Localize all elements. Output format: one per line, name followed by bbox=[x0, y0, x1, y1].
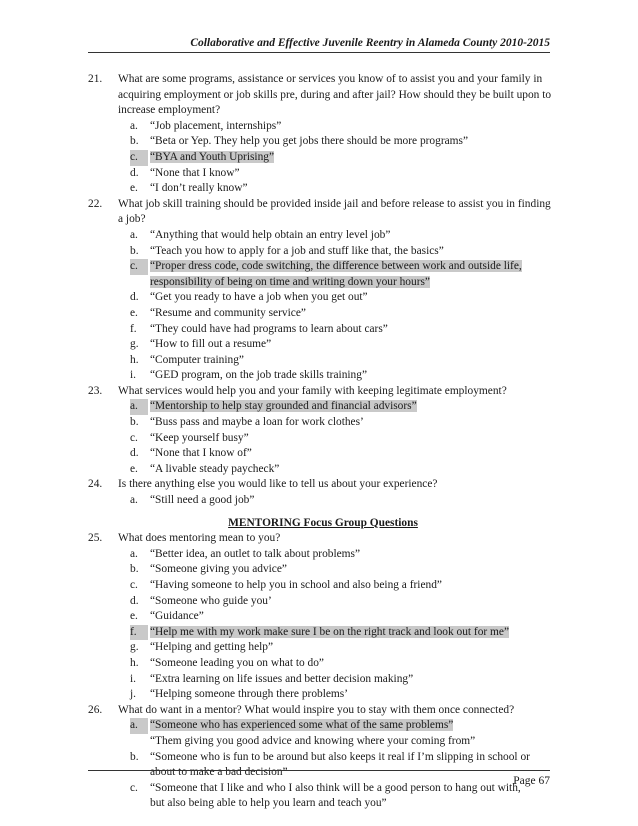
answer-text: “Extra learning on life issues and better decision making” bbox=[150, 672, 414, 685]
answer-letter: i. bbox=[130, 369, 137, 382]
question-25 bbox=[88, 531, 558, 547]
answer-letter: c. bbox=[130, 579, 138, 591]
answer-item bbox=[88, 119, 558, 135]
answer-letter: a. bbox=[130, 494, 138, 507]
answer-item bbox=[88, 181, 558, 197]
answer-text: “Having someone to help you in school and also being a friend” bbox=[150, 579, 442, 591]
answer-letter: h. bbox=[130, 353, 139, 366]
answer-text: “Them giving you good advice and knowing where your coming from” bbox=[150, 734, 476, 747]
answer-text: “Job placement, internships” bbox=[150, 119, 282, 132]
answer-item bbox=[88, 734, 558, 750]
answer-item bbox=[88, 493, 558, 509]
question-text: What job skill training should be provided inside jail and before release to assist you in finding a job? bbox=[118, 197, 551, 226]
answer-text-continued: but also being able to help you learn and teach you” bbox=[150, 797, 387, 810]
answer-item bbox=[88, 166, 558, 182]
question-22 bbox=[88, 197, 558, 228]
question-24 bbox=[88, 477, 558, 493]
answer-text: “A livable steady paycheck” bbox=[150, 462, 280, 475]
answer-item bbox=[88, 656, 558, 672]
answer-letter: a. bbox=[130, 228, 138, 241]
answer-text-continued: about to make a bad decision” bbox=[150, 766, 288, 779]
answer-text: “Someone who guide you’ bbox=[150, 594, 272, 607]
answer-item-highlighted bbox=[88, 259, 558, 290]
page-number: Page 67 bbox=[513, 775, 550, 787]
answer-item bbox=[88, 415, 558, 431]
answer-item bbox=[88, 578, 558, 594]
answer-item bbox=[88, 228, 558, 244]
answer-item bbox=[88, 609, 558, 625]
answer-letter: h. bbox=[130, 656, 139, 669]
answer-letter: e. bbox=[130, 306, 138, 319]
answer-text: “Anything that would help obtain an entry level job” bbox=[150, 228, 391, 241]
answer-text: “How to fill out a resume” bbox=[150, 338, 272, 351]
answer-text: “Someone that I like and who I also think will be a good person to hang out with, bbox=[150, 781, 521, 794]
answer-text: “Mentorship to help stay grounded and financial advisors” bbox=[150, 400, 417, 413]
answer-item bbox=[88, 640, 558, 656]
answer-letter: d. bbox=[130, 166, 139, 179]
answer-text: “Teach you how to apply for a job and stuff like that, the basics” bbox=[150, 244, 444, 257]
page-header: Collaborative and Effective Juvenile Reentry in Alameda County 2010-2015 bbox=[88, 37, 550, 53]
answer-text: “Computer training” bbox=[150, 353, 244, 366]
answer-letter: b. bbox=[130, 563, 139, 576]
answer-text: “Someone who has experienced some what of the same problems” bbox=[150, 719, 454, 732]
answer-text: “Resume and community service” bbox=[150, 306, 306, 319]
section-heading: MENTORING Focus Group Questions bbox=[228, 516, 418, 529]
document-body bbox=[88, 72, 558, 812]
answer-item-highlighted bbox=[88, 625, 558, 641]
answer-text: “They could have had programs to learn about cars” bbox=[150, 322, 388, 335]
answer-letter: e. bbox=[130, 182, 138, 195]
answer-item-highlighted bbox=[88, 718, 558, 734]
answer-item bbox=[88, 431, 558, 447]
answer-text: “Someone giving you advice” bbox=[150, 563, 287, 576]
answer-item bbox=[88, 337, 558, 353]
question-23 bbox=[88, 384, 558, 400]
question-26 bbox=[88, 703, 558, 719]
answer-text: “Keep yourself busy” bbox=[150, 431, 249, 444]
answer-letter: c. bbox=[130, 259, 148, 275]
answer-item bbox=[88, 353, 558, 369]
answer-text: “Buss pass and maybe a loan for work clothes’ bbox=[150, 416, 364, 429]
answer-text: “GED program, on the job trade skills training” bbox=[150, 369, 368, 382]
answer-letter: a. bbox=[130, 547, 138, 560]
answer-item bbox=[88, 290, 558, 306]
page-footer bbox=[88, 770, 550, 787]
answer-letter: a. bbox=[130, 718, 148, 734]
answer-letter: f. bbox=[130, 625, 148, 641]
answer-letter: c. bbox=[130, 150, 148, 166]
answer-text: “Helping and getting help” bbox=[150, 641, 274, 654]
answer-item-highlighted bbox=[88, 399, 558, 415]
question-number: 21. bbox=[88, 73, 103, 85]
answer-text: “Guidance” bbox=[150, 610, 204, 623]
answer-letter: d. bbox=[130, 447, 139, 460]
answer-letter: g. bbox=[130, 641, 139, 654]
question-number: 24. bbox=[88, 478, 103, 491]
question-text: What are some programs, assistance or services you know of to assist you and your family in acquiring employment or job skills pre, during and after jail? How should they be built upon to increase employment? bbox=[118, 73, 552, 117]
answer-letter: b. bbox=[130, 416, 139, 429]
answer-letter: f. bbox=[130, 322, 137, 335]
question-number: 26. bbox=[88, 703, 103, 716]
answer-letter: c. bbox=[130, 781, 138, 794]
answer-letter: e. bbox=[130, 610, 138, 623]
answer-item bbox=[88, 244, 558, 260]
answer-text: “None that I know” bbox=[150, 166, 240, 179]
answer-text: “Someone who is fun to be around but also keeps it real if I’m slipping in school or bbox=[150, 750, 530, 763]
question-text: Is there anything else you would like to tell us about your experience? bbox=[118, 478, 438, 491]
answer-item bbox=[88, 547, 558, 563]
answer-text: “Still need a good job” bbox=[150, 494, 255, 507]
answer-letter: a. bbox=[130, 399, 148, 415]
answer-item bbox=[88, 562, 558, 578]
answer-letter: d. bbox=[130, 594, 139, 607]
answer-letter: b. bbox=[130, 750, 139, 763]
question-text: What does mentoring mean to you? bbox=[118, 532, 281, 545]
question-text: What services would help you and your family with keeping legitimate employment? bbox=[118, 384, 507, 397]
question-21 bbox=[88, 72, 558, 119]
answer-item-highlighted bbox=[88, 150, 558, 166]
question-number: 22. bbox=[88, 197, 103, 210]
question-number: 23. bbox=[88, 384, 103, 397]
answer-text: “Proper dress code, code switching, the difference between work and outside life, bbox=[150, 260, 522, 273]
answer-item bbox=[88, 306, 558, 322]
answer-item bbox=[88, 322, 558, 338]
answer-letter: b. bbox=[130, 135, 139, 148]
answer-item bbox=[88, 687, 558, 703]
answer-text: “Better idea, an outlet to talk about problems” bbox=[150, 547, 361, 560]
answer-letter: c. bbox=[130, 431, 138, 444]
answer-text-continued: responsibility of being on time and writing down your hours” bbox=[150, 275, 430, 288]
answer-letter: j. bbox=[130, 688, 137, 701]
answer-text: “Helping someone through there problems’ bbox=[150, 688, 349, 701]
answer-item bbox=[88, 462, 558, 478]
answer-text: “BYA and Youth Uprising” bbox=[150, 150, 275, 163]
answer-text: “I don’t really know” bbox=[150, 182, 248, 195]
question-number: 25. bbox=[88, 532, 103, 545]
answer-item bbox=[88, 446, 558, 462]
answer-letter: b. bbox=[130, 244, 139, 257]
answer-text: “Help me with my work make sure I be on the right track and look out for me” bbox=[150, 625, 510, 638]
answer-item bbox=[88, 594, 558, 610]
answer-text: “Beta or Yep. They help you get jobs there should be more programs” bbox=[150, 135, 469, 148]
answer-item bbox=[88, 134, 558, 150]
answer-letter: i. bbox=[130, 672, 137, 685]
answer-text: “Someone leading you on what to do” bbox=[150, 656, 324, 669]
answer-item bbox=[88, 368, 558, 384]
answer-letter: g. bbox=[130, 338, 139, 351]
question-text: What do want in a mentor? What would inspire you to stay with them once connected? bbox=[118, 703, 515, 716]
answer-letter: e. bbox=[130, 462, 138, 475]
answer-item bbox=[88, 672, 558, 688]
answer-letter: a. bbox=[130, 119, 138, 132]
answer-text: “None that I know of” bbox=[150, 447, 252, 460]
answer-text: “Get you ready to have a job when you get out” bbox=[150, 291, 368, 304]
answer-letter: d. bbox=[130, 291, 139, 304]
